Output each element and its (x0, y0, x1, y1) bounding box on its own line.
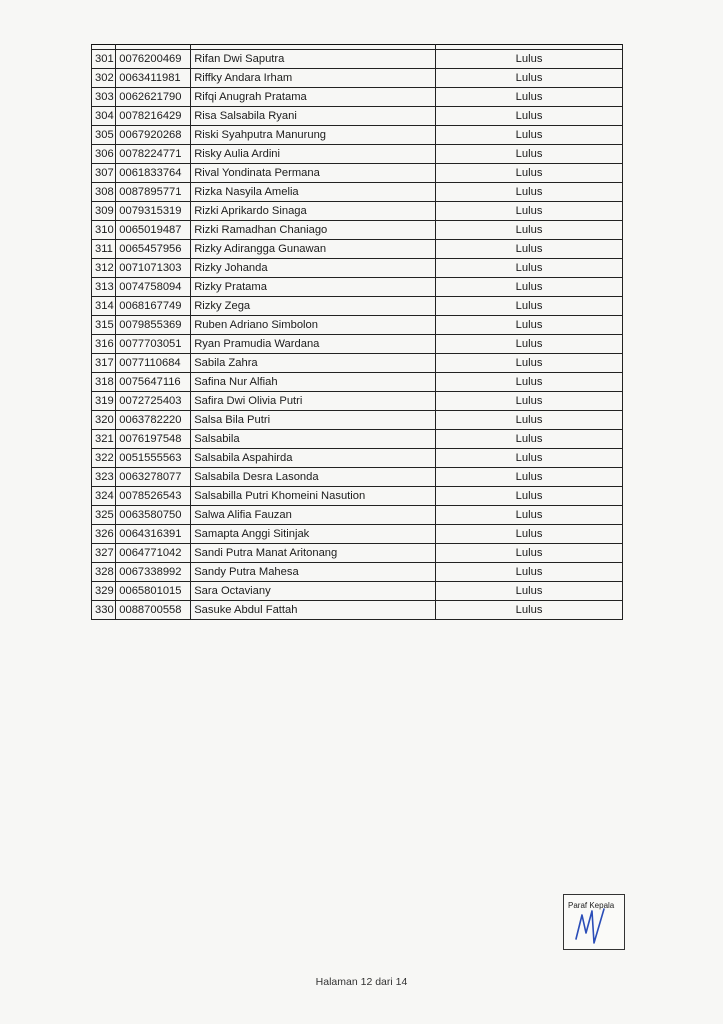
row-number: 330 (92, 601, 116, 620)
row-status: Lulus (436, 69, 623, 88)
row-number: 325 (92, 506, 116, 525)
row-name: Rifqi Anugrah Pratama (191, 88, 436, 107)
row-nisn: 0072725403 (116, 392, 191, 411)
row-name: Sasuke Abdul Fattah (191, 601, 436, 620)
row-status: Lulus (436, 392, 623, 411)
row-nisn: 0079315319 (116, 202, 191, 221)
row-nisn: 0077110684 (116, 354, 191, 373)
row-name: Salsa Bila Putri (191, 411, 436, 430)
row-number: 313 (92, 278, 116, 297)
row-number: 311 (92, 240, 116, 259)
row-name: Safina Nur Alfiah (191, 373, 436, 392)
row-nisn: 0074758094 (116, 278, 191, 297)
row-number: 307 (92, 164, 116, 183)
row-status: Lulus (436, 354, 623, 373)
row-number: 303 (92, 88, 116, 107)
row-name: Salsabila (191, 430, 436, 449)
row-number: 323 (92, 468, 116, 487)
row-name: Salwa Alifia Fauzan (191, 506, 436, 525)
table-row (92, 69, 623, 88)
paraf-box (563, 894, 625, 950)
table-row (92, 506, 623, 525)
row-number: 317 (92, 354, 116, 373)
row-status: Lulus (436, 335, 623, 354)
row-nisn: 0076197548 (116, 430, 191, 449)
row-number: 308 (92, 183, 116, 202)
row-nisn: 0076200469 (116, 50, 191, 69)
row-status: Lulus (436, 601, 623, 620)
row-name: Rizki Aprikardo Sinaga (191, 202, 436, 221)
table-row (92, 126, 623, 145)
row-nisn: 0065801015 (116, 582, 191, 601)
row-name: Sandi Putra Manat Aritonang (191, 544, 436, 563)
row-nisn: 0078224771 (116, 145, 191, 164)
table-row (92, 335, 623, 354)
row-number: 314 (92, 297, 116, 316)
row-nisn: 0051555563 (116, 449, 191, 468)
row-nisn: 0065019487 (116, 221, 191, 240)
table-row (92, 316, 623, 335)
row-nisn: 0087895771 (116, 183, 191, 202)
row-status: Lulus (436, 240, 623, 259)
table-row (92, 88, 623, 107)
results-table-body (92, 45, 623, 620)
row-nisn: 0067338992 (116, 563, 191, 582)
row-nisn: 0075647116 (116, 373, 191, 392)
row-name: Rizky Johanda (191, 259, 436, 278)
row-number: 316 (92, 335, 116, 354)
row-name: Riffky Andara Irham (191, 69, 436, 88)
table-row (92, 411, 623, 430)
table-row (92, 449, 623, 468)
row-nisn: 0063782220 (116, 411, 191, 430)
row-status: Lulus (436, 107, 623, 126)
row-name: Salsabila Desra Lasonda (191, 468, 436, 487)
results-table (91, 44, 623, 620)
row-nisn: 0068167749 (116, 297, 191, 316)
row-name: Sandy Putra Mahesa (191, 563, 436, 582)
row-status: Lulus (436, 221, 623, 240)
row-name: Ruben Adriano Simbolon (191, 316, 436, 335)
row-nisn: 0061833764 (116, 164, 191, 183)
row-name: Rival Yondinata Permana (191, 164, 436, 183)
table-row (92, 544, 623, 563)
table-row (92, 468, 623, 487)
row-number: 301 (92, 50, 116, 69)
row-number: 321 (92, 430, 116, 449)
row-nisn: 0067920268 (116, 126, 191, 145)
row-name: Sabila Zahra (191, 354, 436, 373)
table-row (92, 107, 623, 126)
row-number: 329 (92, 582, 116, 601)
row-name: Rizka Nasyila Amelia (191, 183, 436, 202)
row-status: Lulus (436, 373, 623, 392)
row-status: Lulus (436, 164, 623, 183)
table-row (92, 601, 623, 620)
row-name: Samapta Anggi Sitinjak (191, 525, 436, 544)
table-row (92, 354, 623, 373)
row-name: Rizky Zega (191, 297, 436, 316)
table-row (92, 563, 623, 582)
table-row (92, 582, 623, 601)
row-name: Riski Syahputra Manurung (191, 126, 436, 145)
row-nisn: 0078216429 (116, 107, 191, 126)
table-row (92, 392, 623, 411)
row-status: Lulus (436, 468, 623, 487)
row-status: Lulus (436, 411, 623, 430)
row-status: Lulus (436, 297, 623, 316)
row-nisn: 0063580750 (116, 506, 191, 525)
row-name: Safira Dwi Olivia Putri (191, 392, 436, 411)
row-name: Ryan Pramudia Wardana (191, 335, 436, 354)
row-number: 324 (92, 487, 116, 506)
row-nisn: 0064771042 (116, 544, 191, 563)
table-row (92, 259, 623, 278)
row-status: Lulus (436, 126, 623, 145)
row-status: Lulus (436, 506, 623, 525)
row-number: 320 (92, 411, 116, 430)
row-status: Lulus (436, 145, 623, 164)
row-number: 306 (92, 145, 116, 164)
row-status: Lulus (436, 316, 623, 335)
row-number: 326 (92, 525, 116, 544)
row-number: 305 (92, 126, 116, 145)
table-row (92, 373, 623, 392)
table-row (92, 278, 623, 297)
row-nisn: 0063411981 (116, 69, 191, 88)
table-row (92, 297, 623, 316)
row-status: Lulus (436, 544, 623, 563)
paraf-label: Paraf Kepala (568, 901, 615, 910)
row-number: 322 (92, 449, 116, 468)
table-row (92, 164, 623, 183)
row-nisn: 0079855369 (116, 316, 191, 335)
row-name: Risa Salsabila Ryani (191, 107, 436, 126)
row-name: Salsabilla Putri Khomeini Nasution (191, 487, 436, 506)
row-nisn: 0065457956 (116, 240, 191, 259)
row-status: Lulus (436, 50, 623, 69)
page-number: Halaman 12 dari 14 (315, 976, 408, 988)
row-number: 312 (92, 259, 116, 278)
table-row (92, 240, 623, 259)
row-number: 304 (92, 107, 116, 126)
row-number: 328 (92, 563, 116, 582)
row-status: Lulus (436, 563, 623, 582)
row-number: 327 (92, 544, 116, 563)
row-status: Lulus (436, 430, 623, 449)
row-status: Lulus (436, 202, 623, 221)
row-status: Lulus (436, 183, 623, 202)
row-number: 309 (92, 202, 116, 221)
row-status: Lulus (436, 582, 623, 601)
row-nisn: 0077703051 (116, 335, 191, 354)
row-number: 318 (92, 373, 116, 392)
row-number: 310 (92, 221, 116, 240)
row-name: Rizky Pratama (191, 278, 436, 297)
row-number: 319 (92, 392, 116, 411)
row-name: Rifan Dwi Saputra (191, 50, 436, 69)
row-number: 302 (92, 69, 116, 88)
row-nisn: 0088700558 (116, 601, 191, 620)
table-row (92, 145, 623, 164)
row-name: Rizky Adirangga Gunawan (191, 240, 436, 259)
table-row (92, 202, 623, 221)
row-name: Salsabila Aspahirda (191, 449, 436, 468)
row-status: Lulus (436, 449, 623, 468)
table-row (92, 430, 623, 449)
row-status: Lulus (436, 278, 623, 297)
row-status: Lulus (436, 487, 623, 506)
row-name: Sara Octaviany (191, 582, 436, 601)
row-nisn: 0064316391 (116, 525, 191, 544)
table-row (92, 487, 623, 506)
row-nisn: 0071071303 (116, 259, 191, 278)
row-name: Rizki Ramadhan Chaniago (191, 221, 436, 240)
table-row (92, 525, 623, 544)
table-row (92, 221, 623, 240)
row-status: Lulus (436, 88, 623, 107)
row-nisn: 0062621790 (116, 88, 191, 107)
table-row (92, 183, 623, 202)
row-number: 315 (92, 316, 116, 335)
row-name: Risky Aulia Ardini (191, 145, 436, 164)
row-status: Lulus (436, 525, 623, 544)
table-row (92, 50, 623, 69)
row-nisn: 0063278077 (116, 468, 191, 487)
row-status: Lulus (436, 259, 623, 278)
row-nisn: 0078526543 (116, 487, 191, 506)
